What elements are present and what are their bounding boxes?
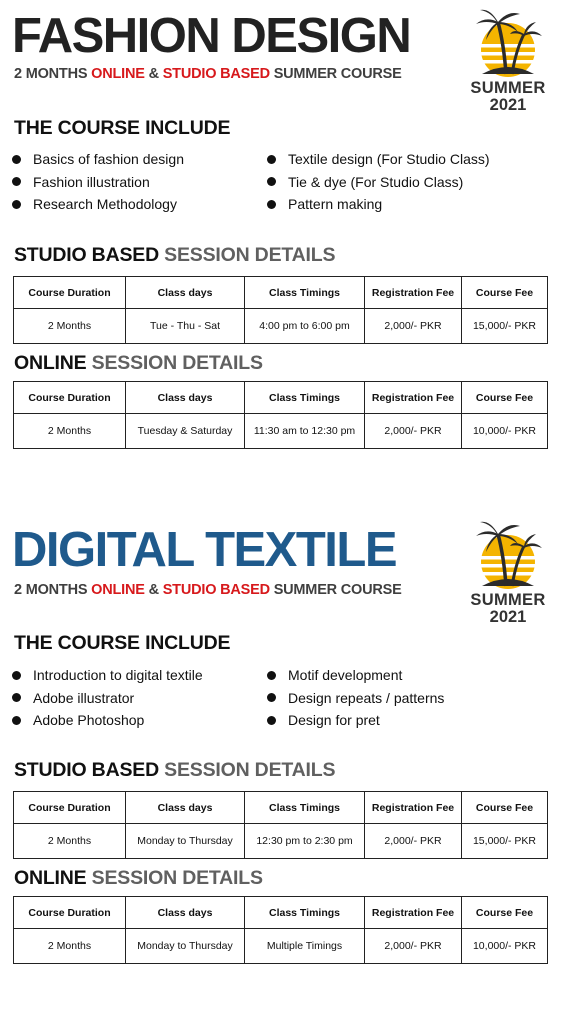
list-item-label: Tie & dye (For Studio Class) <box>288 173 464 190</box>
column-header: Course Fee <box>462 277 548 309</box>
badge-word: SUMMER <box>470 591 546 609</box>
course-items-list <box>12 666 552 730</box>
table-row <box>14 929 548 964</box>
list-item <box>12 173 267 192</box>
studio-session-table <box>13 276 548 344</box>
badge-year: 2021 <box>489 608 527 627</box>
bullet-icon <box>12 200 21 209</box>
list-item-label: Basics of fashion design <box>33 151 184 167</box>
list-item-label: Textile design (For Studio Class) <box>288 151 490 167</box>
list-item <box>267 150 547 169</box>
heading-part-b: SESSION DETAILS <box>86 867 263 889</box>
course-block-digital-textile <box>0 512 563 1024</box>
bullet-icon <box>12 155 21 164</box>
table-cell: 4:00 pm to 6:00 pm <box>245 309 365 344</box>
course-block-fashion-design <box>0 0 563 470</box>
table-row <box>14 824 548 859</box>
online-session-heading <box>14 867 263 890</box>
list-item-label: Adobe illustrator <box>33 689 135 706</box>
list-item-label: Adobe Photoshop <box>33 712 145 728</box>
list-item-label: Pattern making <box>288 196 383 212</box>
heading-part-a: STUDIO BASED <box>14 244 159 266</box>
column-header: Class Timings <box>245 382 365 414</box>
palm-island-icon <box>468 0 548 80</box>
table-cell: 15,000/- PKR <box>462 824 548 859</box>
bullet-icon <box>12 716 21 725</box>
table-cell: Tuesday & Saturday <box>126 414 245 449</box>
column-header: Class days <box>126 277 245 309</box>
bullet-icon <box>12 177 21 186</box>
subtitle-online: ONLINE <box>91 66 145 82</box>
heading-part-a: ONLINE <box>14 867 87 889</box>
list-item-label: Design repeats / patterns <box>288 689 445 706</box>
table-cell: Tue - Thu - Sat <box>126 309 245 344</box>
subtitle-online: ONLINE <box>91 582 145 598</box>
table-cell: Monday to Thursday <box>126 824 245 859</box>
table-cell: 2 Months <box>14 309 126 344</box>
table-header-row <box>14 382 548 414</box>
subtitle-amp: & <box>144 66 163 82</box>
bullet-icon <box>267 155 276 164</box>
course-include-heading: THE COURSE INCLUDE <box>14 632 231 654</box>
table-cell: Multiple Timings <box>245 929 365 964</box>
list-item <box>267 689 547 708</box>
column-header: Registration Fee <box>365 897 462 929</box>
column-header: Course Duration <box>14 277 126 309</box>
heading-part-a: STUDIO BASED <box>14 759 159 781</box>
bullet-icon <box>12 693 21 702</box>
column-header: Class Timings <box>245 897 365 929</box>
course-subtitle <box>14 582 402 598</box>
list-item-label: Design for pret <box>288 712 380 728</box>
table-header-row <box>14 277 548 309</box>
list-item <box>12 666 267 685</box>
course-title: FASHION DESIGN <box>12 9 411 63</box>
palm-island-icon <box>468 512 548 592</box>
table-cell: 2 Months <box>14 824 126 859</box>
heading-part-a: ONLINE <box>14 352 87 374</box>
list-item <box>267 666 547 685</box>
list-item <box>12 711 267 730</box>
table-cell: 2 Months <box>14 929 126 964</box>
list-item-label: Introduction to digital textile <box>33 667 203 683</box>
list-item-label: Research Methodology <box>33 196 177 212</box>
bullet-icon <box>267 693 276 702</box>
table-row <box>14 309 548 344</box>
table-row <box>14 414 548 449</box>
course-title: DIGITAL TEXTILE <box>12 523 397 577</box>
bullet-icon <box>267 177 276 186</box>
table-cell: 2,000/- PKR <box>365 929 462 964</box>
list-item <box>12 689 267 708</box>
subtitle-amp: & <box>144 582 163 598</box>
list-item <box>267 711 547 730</box>
table-cell: 11:30 am to 12:30 pm <box>245 414 365 449</box>
column-header: Course Fee <box>462 792 548 824</box>
table-cell: 2,000/- PKR <box>365 824 462 859</box>
column-header: Class Timings <box>245 277 365 309</box>
badge-year: 2021 <box>489 96 527 115</box>
table-header-row <box>14 792 548 824</box>
course-subtitle <box>14 66 402 82</box>
list-item-label: Fashion illustration <box>33 173 150 190</box>
list-item <box>267 173 547 192</box>
online-session-table <box>13 381 548 449</box>
table-cell: Monday to Thursday <box>126 929 245 964</box>
subtitle-suffix: SUMMER COURSE <box>269 66 402 82</box>
summer-badge <box>460 512 556 627</box>
column-header: Course Duration <box>14 792 126 824</box>
column-header: Class days <box>126 382 245 414</box>
subtitle-prefix: 2 MONTHS <box>14 66 92 82</box>
table-cell: 10,000/- PKR <box>462 414 548 449</box>
heading-part-b: SESSION DETAILS <box>158 244 336 266</box>
list-item <box>12 150 267 169</box>
subtitle-studio: STUDIO BASED <box>162 66 270 82</box>
column-header: Course Duration <box>14 897 126 929</box>
column-header: Registration Fee <box>365 382 462 414</box>
column-header: Class Timings <box>245 792 365 824</box>
badge-word: SUMMER <box>470 79 546 97</box>
column-header: Registration Fee <box>365 277 462 309</box>
table-cell: 2,000/- PKR <box>365 414 462 449</box>
course-include-heading: THE COURSE INCLUDE <box>14 117 231 139</box>
list-item-label: Motif development <box>288 667 403 683</box>
table-cell: 10,000/- PKR <box>462 929 548 964</box>
table-cell: 12:30 pm to 2:30 pm <box>245 824 365 859</box>
table-cell: 15,000/- PKR <box>462 309 548 344</box>
bullet-icon <box>12 671 21 680</box>
bullet-icon <box>267 716 276 725</box>
summer-badge <box>460 0 556 115</box>
studio-session-table <box>13 791 548 859</box>
column-header: Class days <box>126 897 245 929</box>
list-item <box>12 195 267 214</box>
subtitle-studio: STUDIO BASED <box>162 582 270 598</box>
subtitle-prefix: 2 MONTHS <box>14 582 92 598</box>
studio-session-heading <box>14 244 335 267</box>
column-header: Class days <box>126 792 245 824</box>
bullet-icon <box>267 200 276 209</box>
online-session-table <box>13 896 548 964</box>
column-header: Course Fee <box>462 897 548 929</box>
table-cell: 2 Months <box>14 414 126 449</box>
column-header: Course Fee <box>462 382 548 414</box>
studio-session-heading <box>14 759 335 782</box>
column-header: Course Duration <box>14 382 126 414</box>
heading-part-b: SESSION DETAILS <box>86 352 263 374</box>
subtitle-suffix: SUMMER COURSE <box>269 582 402 598</box>
table-header-row <box>14 897 548 929</box>
bullet-icon <box>267 671 276 680</box>
online-session-heading <box>14 352 263 375</box>
list-item <box>267 195 547 214</box>
table-cell: 2,000/- PKR <box>365 309 462 344</box>
column-header: Registration Fee <box>365 792 462 824</box>
heading-part-b: SESSION DETAILS <box>158 759 336 781</box>
course-items-list <box>12 150 552 214</box>
